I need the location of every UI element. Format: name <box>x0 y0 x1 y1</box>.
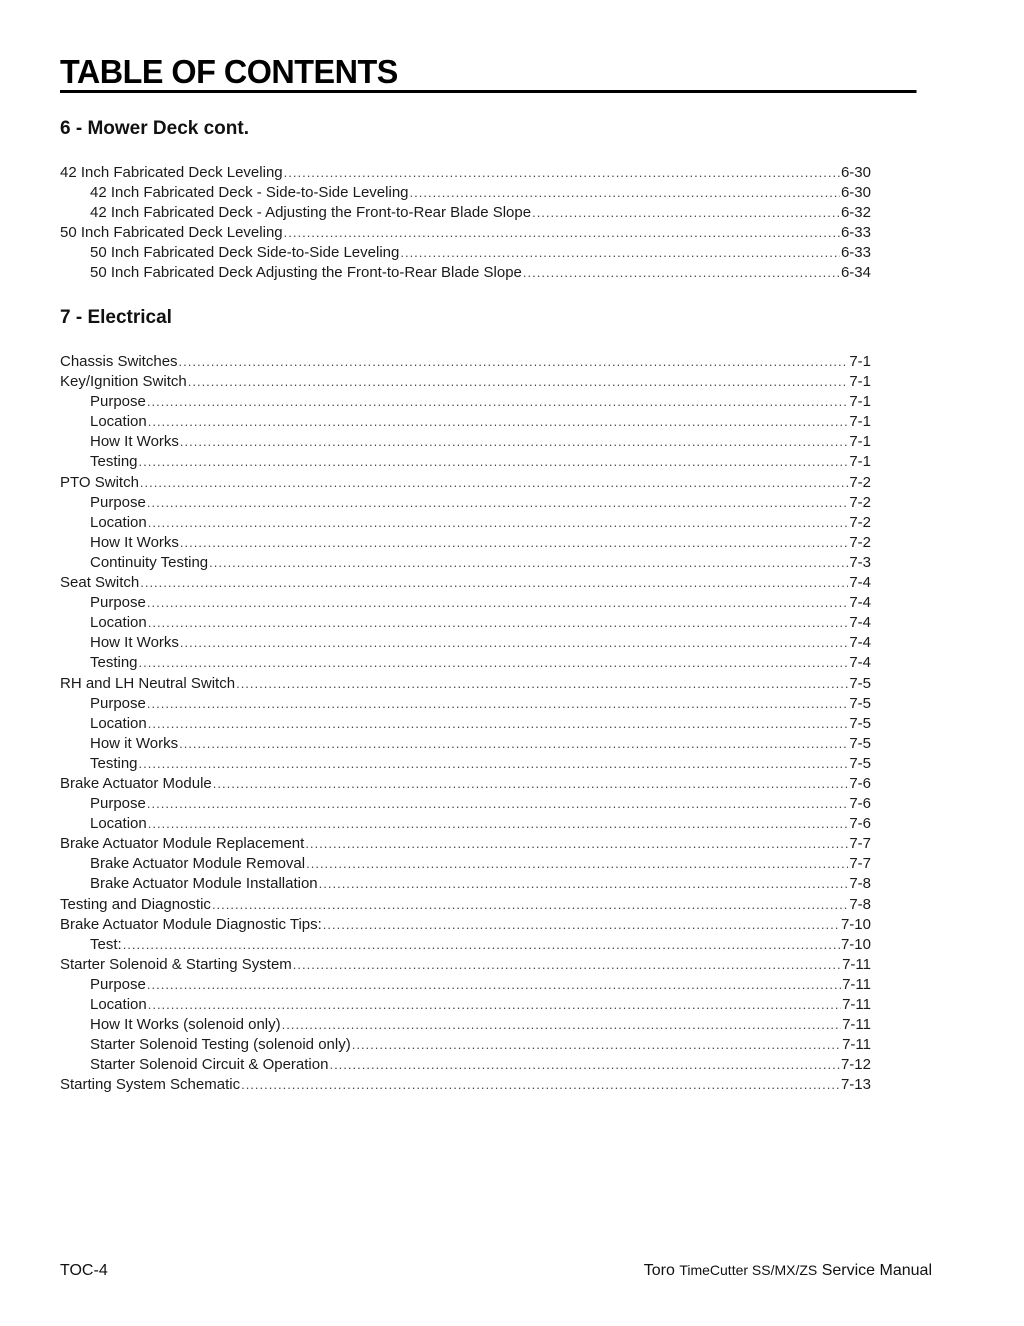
toc-entry-page-number: 7-5 <box>849 714 871 732</box>
toc-entry-link[interactable] <box>60 392 871 412</box>
dot-leader <box>188 372 849 392</box>
toc-entry-page-number: 6-30 <box>840 164 871 181</box>
toc-entry-label: Location <box>90 714 147 732</box>
toc-entry-label: How It Works <box>90 634 179 652</box>
toc-entry-page-number: 6-34 <box>840 264 871 282</box>
toc-entry-page-number: 7-11 <box>842 996 871 1013</box>
footer-brand: Toro <box>643 1262 675 1279</box>
toc-entry-link[interactable] <box>60 203 871 223</box>
toc-entry-page-number: 7-6 <box>849 815 871 833</box>
toc-entry-label: Purpose <box>90 795 146 813</box>
toc-list-electrical <box>60 352 871 1095</box>
toc-entry-link[interactable] <box>60 854 871 874</box>
toc-entry-link[interactable] <box>60 163 871 183</box>
toc-entry-page-number: 7-3 <box>849 553 871 571</box>
dot-leader <box>329 1055 840 1075</box>
dot-leader <box>306 854 848 874</box>
toc-entry-link[interactable] <box>60 412 871 432</box>
dot-leader <box>323 915 840 935</box>
toc-entry-label: Testing <box>90 654 138 672</box>
toc-entry-link[interactable] <box>60 183 871 203</box>
toc-entry-page-number: 6-30 <box>840 184 871 202</box>
dot-leader <box>319 874 849 894</box>
dot-leader <box>180 533 848 553</box>
toc-entry-page-number: 7-2 <box>849 533 871 551</box>
toc-entry-label: How It Works <box>90 533 179 551</box>
toc-entry-link[interactable] <box>60 995 871 1015</box>
toc-entry-link[interactable] <box>60 372 871 392</box>
toc-entry-page-number: 6-33 <box>840 224 871 242</box>
toc-entry-link[interactable] <box>60 814 871 834</box>
dot-leader <box>179 352 849 372</box>
dot-leader <box>139 653 849 673</box>
toc-entry-page-number: 7-5 <box>849 734 871 752</box>
toc-entry-page-number: 7-11 <box>842 1036 871 1054</box>
dot-leader <box>140 473 848 493</box>
toc-entry-label: Brake Actuator Module Removal <box>90 855 306 873</box>
dot-leader <box>148 513 849 533</box>
dot-leader <box>147 593 848 613</box>
toc-entry-page-number: 7-2 <box>849 513 871 531</box>
toc-entry-page-number: 7-10 <box>840 915 871 933</box>
dot-leader <box>212 895 848 915</box>
dot-leader <box>213 774 849 794</box>
toc-entry-label: RH and LH Neutral Switch <box>60 674 236 692</box>
toc-entry-link[interactable] <box>60 734 871 754</box>
toc-entry-page-number: 7-1 <box>849 393 871 411</box>
toc-entry-link[interactable] <box>60 352 871 372</box>
toc-entry-page-number: 7-4 <box>849 634 871 652</box>
dot-leader <box>241 1075 840 1095</box>
toc-entry-link[interactable] <box>60 975 871 995</box>
dot-leader <box>147 392 848 412</box>
dot-leader <box>147 694 848 714</box>
toc-entry-label: Brake Actuator Module Installation <box>90 875 318 893</box>
toc-entry-link[interactable] <box>60 1035 871 1055</box>
dot-leader <box>410 183 840 203</box>
toc-entry-link[interactable] <box>60 243 871 263</box>
toc-entry-link[interactable] <box>60 754 871 774</box>
toc-entry-label: Purpose <box>90 493 146 511</box>
toc-entry-link[interactable] <box>60 493 871 513</box>
toc-entry-label: Purpose <box>90 594 146 612</box>
toc-entry-label: Testing <box>90 453 138 471</box>
toc-entry-label: Purpose <box>90 975 146 993</box>
toc-entry-label: Brake Actuator Module Diagnostic Tips: <box>60 915 322 933</box>
toc-entry-page-number: 7-11 <box>842 1016 871 1034</box>
toc-entry-page-number: 7-7 <box>849 835 871 853</box>
toc-entry-link[interactable] <box>60 874 871 894</box>
toc-entry-link[interactable] <box>60 613 871 633</box>
dot-leader <box>148 613 849 633</box>
section-heading-electrical: 7 - Electrical <box>60 307 172 328</box>
dot-leader <box>284 163 840 183</box>
toc-entry-link[interactable] <box>60 223 871 243</box>
toc-list-mower-deck <box>60 163 871 284</box>
toc-entry-link[interactable] <box>60 1015 871 1035</box>
toc-entry-link[interactable] <box>60 935 871 955</box>
toc-entry-label: Purpose <box>90 694 146 712</box>
dot-leader <box>147 794 848 814</box>
dot-leader <box>236 674 848 694</box>
toc-entry-link[interactable] <box>60 794 871 814</box>
footer-product: TimeCutter SS/MX/ZS <box>679 1262 818 1278</box>
toc-entry-label: How it Works <box>90 734 179 752</box>
toc-entry-page-number: 7-5 <box>849 754 871 772</box>
toc-entry-page-number: 7-5 <box>849 694 871 712</box>
toc-entry-page-number: 7-1 <box>849 433 871 451</box>
toc-entry-page-number: 7-2 <box>849 493 871 511</box>
toc-entry-link[interactable] <box>60 432 871 452</box>
page-title: TABLE OF CONTENTS <box>60 54 917 93</box>
toc-entry-label: Test: <box>90 935 122 953</box>
toc-entry-label: Testing <box>90 754 138 772</box>
toc-entry-page-number: 7-7 <box>849 855 871 873</box>
dot-leader <box>123 935 840 955</box>
toc-entry-label: 42 Inch Fabricated Deck Leveling <box>60 164 283 181</box>
toc-entry-link[interactable] <box>60 1075 871 1095</box>
toc-entry-link[interactable] <box>60 674 871 694</box>
toc-entry-page-number: 7-11 <box>842 975 871 993</box>
toc-entry-page-number: 7-4 <box>849 654 871 672</box>
toc-entry-label: Brake Actuator Module Replacement <box>60 835 305 853</box>
toc-entry-link[interactable] <box>60 573 871 593</box>
toc-entry-link[interactable] <box>60 633 871 653</box>
toc-entry-page-number: 7-4 <box>849 614 871 632</box>
toc-entry-link[interactable] <box>60 473 871 493</box>
toc-entry-page-number: 7-12 <box>840 1056 871 1074</box>
toc-entry-label: Location <box>90 614 147 632</box>
toc-entry-link[interactable] <box>60 915 871 935</box>
toc-entry-link[interactable] <box>60 834 871 854</box>
footer-doc-type: Service Manual <box>821 1262 932 1279</box>
toc-entry-label: 50 Inch Fabricated Deck Adjusting the Front-to-Rear Blade Slope <box>90 264 522 282</box>
toc-entry-link[interactable] <box>60 653 871 673</box>
toc-entry-page-number: 7-6 <box>849 774 871 792</box>
dot-leader <box>147 975 841 995</box>
footer-manual-title <box>644 1262 932 1280</box>
toc-entry-label: Location <box>90 815 147 833</box>
toc-entry-link[interactable] <box>60 533 871 553</box>
toc-entry-page-number: 7-1 <box>849 373 871 391</box>
dot-leader <box>180 633 848 653</box>
dot-leader <box>400 243 840 263</box>
toc-entry-label: Location <box>90 413 147 431</box>
toc-entry-link[interactable] <box>60 263 871 283</box>
toc-entry-label: Continuity Testing <box>90 553 209 571</box>
toc-entry-page-number: 7-11 <box>842 955 871 973</box>
dot-leader <box>148 814 849 834</box>
toc-entry-label: Purpose <box>90 393 146 411</box>
toc-entry-page-number: 7-5 <box>849 674 871 692</box>
toc-entry-page-number: 7-8 <box>849 895 871 913</box>
dot-leader <box>352 1035 841 1055</box>
toc-entry-page-number: 7-2 <box>849 473 871 491</box>
toc-entry-link[interactable] <box>60 593 871 613</box>
toc-entry-label: 42 Inch Fabricated Deck - Side-to-Side Leveling <box>90 184 409 202</box>
toc-entry-label: Testing and Diagnostic <box>60 895 211 913</box>
toc-entry-link[interactable] <box>60 955 871 975</box>
toc-entry-page-number: 6-32 <box>840 204 871 222</box>
toc-entry-link[interactable] <box>60 714 871 734</box>
dot-leader <box>293 955 841 975</box>
toc-entry-label: Key/Ignition Switch <box>60 373 187 391</box>
toc-entry-label: PTO Switch <box>60 473 139 491</box>
toc-entry-link[interactable] <box>60 452 871 472</box>
toc-entry-page-number: 7-1 <box>849 413 871 431</box>
toc-entry-page-number: 7-8 <box>849 875 871 893</box>
dot-leader <box>179 734 848 754</box>
footer-page-number: TOC-4 <box>60 1262 108 1279</box>
toc-entry-page-number: 7-1 <box>849 353 871 370</box>
toc-entry-page-number: 6-33 <box>840 244 871 262</box>
toc-entry-link[interactable] <box>60 694 871 714</box>
toc-entry-label: Chassis Switches <box>60 353 178 370</box>
toc-entry-page-number: 7-10 <box>840 935 871 953</box>
toc-entry-link[interactable] <box>60 1055 871 1075</box>
toc-entry-link[interactable] <box>60 513 871 533</box>
toc-entry-label: Starter Solenoid & Starting System <box>60 955 292 973</box>
dot-leader <box>140 573 848 593</box>
toc-entry-label: Location <box>90 996 147 1013</box>
dot-leader <box>180 432 848 452</box>
dot-leader <box>148 714 849 734</box>
dot-leader <box>284 223 840 243</box>
dot-leader <box>305 834 848 854</box>
toc-entry-page-number: 7-4 <box>849 594 871 612</box>
toc-entry-page-number: 7-4 <box>849 574 871 592</box>
dot-leader <box>139 754 849 774</box>
toc-entry-label: Location <box>90 513 147 531</box>
toc-entry-label: Seat Switch <box>60 574 140 592</box>
dot-leader <box>148 412 849 432</box>
toc-entry-label: 42 Inch Fabricated Deck - Adjusting the Front-to-Rear Blade Slope <box>90 204 532 222</box>
toc-entry-label: 50 Inch Fabricated Deck Side-to-Side Leveling <box>90 244 400 262</box>
dot-leader <box>209 553 848 573</box>
dot-leader <box>147 493 848 513</box>
toc-entry-page-number: 7-6 <box>849 795 871 813</box>
dot-leader <box>282 1015 841 1035</box>
toc-entry-label: 50 Inch Fabricated Deck Leveling <box>60 224 283 242</box>
toc-entry-page-number: 7-13 <box>840 1076 871 1094</box>
toc-entry-label: Starting System Schematic <box>60 1076 241 1094</box>
toc-entry-page-number: 7-1 <box>849 453 871 471</box>
section-heading-mower-deck: 6 - Mower Deck cont. <box>60 118 249 139</box>
toc-entry-label: How It Works <box>90 433 179 451</box>
toc-entry-label: Brake Actuator Module <box>60 774 212 792</box>
toc-entry-label: How It Works (solenoid only) <box>90 1016 281 1034</box>
toc-entry-link[interactable] <box>60 553 871 573</box>
dot-leader <box>523 263 840 283</box>
dot-leader <box>148 995 841 1015</box>
toc-entry-label: Starter Solenoid Circuit & Operation <box>90 1056 329 1074</box>
toc-entry-label: Starter Solenoid Testing (solenoid only) <box>90 1036 351 1054</box>
dot-leader <box>532 203 840 223</box>
dot-leader <box>139 452 849 472</box>
toc-entry-link[interactable] <box>60 774 871 794</box>
toc-entry-link[interactable] <box>60 895 871 915</box>
